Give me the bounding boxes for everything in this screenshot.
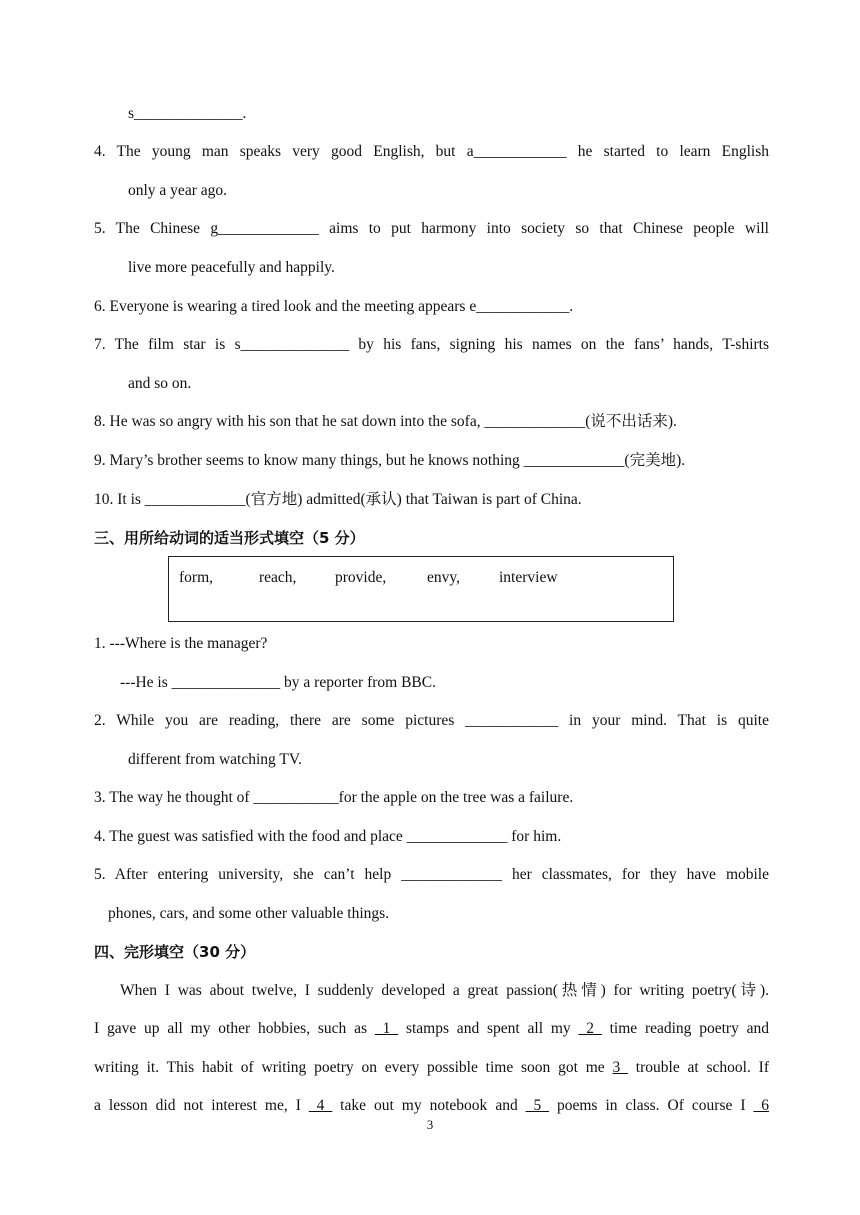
cloze-text: poems in class. Of course I xyxy=(556,1097,746,1114)
s3-q4-line: 4. The guest was satisfied with the food and place _____________ for him. xyxy=(94,828,562,845)
q4-line2: only a year ago. xyxy=(128,182,227,199)
word-bank-box xyxy=(168,556,674,622)
s3-q3-line: 3. The way he thought of ___________for the apple on the tree was a failure. xyxy=(94,789,574,806)
cloze-text: take out my notebook and xyxy=(340,1097,518,1114)
cloze-line3 xyxy=(94,1058,769,1078)
q5-line2: live more peacefully and happily. xyxy=(128,259,335,276)
cloze-blank-4: _4_ xyxy=(308,1097,333,1114)
word-bank-item: envy, xyxy=(427,569,460,586)
cloze-line4 xyxy=(94,1096,769,1116)
cloze-blank-3: 3_ xyxy=(612,1059,628,1076)
cloze-blank-2: _2_ xyxy=(578,1020,602,1037)
s3-q5-line2: phones, cars, and some other valuable things. xyxy=(108,905,390,922)
q10-line: 10. It is _____________(官方地) admitted(承认) that Taiwan is part of China. xyxy=(94,491,582,508)
cloze-text: I gave up all my other hobbies, such as xyxy=(94,1020,368,1037)
q9-line: 9. Mary’s brother seems to know many things, but he knows nothing _____________(完美地). xyxy=(94,452,686,469)
cloze-text: time reading poetry and xyxy=(609,1020,770,1037)
s3-q5-line1: 5. After entering university, she can’t help _____________ her classmates, for they have mobile xyxy=(94,866,769,883)
s3-q1-line1: 1. ---Where is the manager? xyxy=(94,635,268,652)
page-number: 3 xyxy=(426,1117,434,1132)
q5-line1: 5. The Chinese g_____________ aims to put harmony into society so that Chinese people will xyxy=(94,220,769,237)
cloze-text: writing it. This habit of writing poetry on every possible time soon got me xyxy=(94,1059,605,1076)
word-bank-item: provide, xyxy=(335,569,387,586)
word-bank-item: interview xyxy=(499,569,558,586)
s3-q2-line1: 2. While you are reading, there are some pictures ____________ in your mind. That is quite xyxy=(94,712,769,729)
s3-q1-line2: ---He is ______________ by a reporter from BBC. xyxy=(120,674,436,691)
cloze-text: stamps and spent all my xyxy=(405,1020,571,1037)
cloze-blank-6: _6 xyxy=(753,1097,770,1114)
q4-line1: 4. The young man speaks very good English, but a____________ he started to learn English xyxy=(94,143,769,160)
word-bank-item: reach, xyxy=(259,569,297,586)
section4-heading: 四、完形填空（30 分） xyxy=(94,943,256,961)
s3-q2-line2: different from watching TV. xyxy=(128,751,302,768)
cloze-text: trouble at school. If xyxy=(635,1059,769,1076)
cloze-blank-5: _5_ xyxy=(525,1097,549,1114)
cloze-line1: When I was about twelve, I suddenly developed a great passion(热情) for writing poetry(诗). xyxy=(120,982,769,999)
section3-heading: 三、用所给动词的适当形式填空（5 分） xyxy=(94,529,365,547)
q8-line: 8. He was so angry with his son that he sat down into the sofa, _____________(说不出话来). xyxy=(94,413,677,430)
q7-line1: 7. The film star is s______________ by his fans, signing his names on the fans’ hands, T-shirts xyxy=(94,336,769,353)
q6-line: 6. Everyone is wearing a tired look and the meeting appears e____________. xyxy=(94,298,574,315)
cloze-blank-1: _1_ xyxy=(374,1020,399,1037)
cloze-text: a lesson did not interest me, I xyxy=(94,1097,301,1114)
q7-line2: and so on. xyxy=(128,375,192,392)
word-bank-item: form, xyxy=(179,569,214,586)
q3-continuation: s______________. xyxy=(128,105,247,122)
cloze-line2 xyxy=(94,1019,769,1039)
